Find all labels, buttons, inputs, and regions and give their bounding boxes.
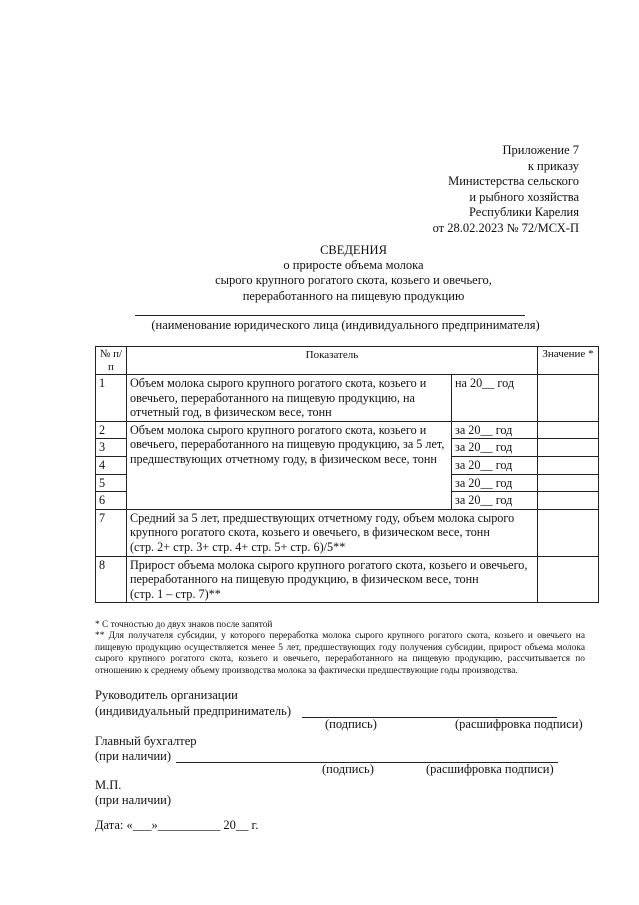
head-signature-caption: (подпись) xyxy=(325,717,377,731)
row-formula: (стр. 2+ стр. 3+ стр. 4+ стр. 5+ стр. 6)/5** xyxy=(130,539,346,554)
appendix-line: Приложение 7 xyxy=(502,143,579,157)
entity-name-caption: (наименование юридического лица (индивидуального предпринимателя) xyxy=(151,318,540,332)
date-field[interactable]: Дата: «___»__________ 20__ г. xyxy=(95,818,259,832)
entity-name-field[interactable] xyxy=(135,315,525,316)
row-indicator-cell xyxy=(127,556,538,603)
header-indicator: Показатель xyxy=(127,347,538,375)
row-value-cell[interactable] xyxy=(538,375,599,422)
table-row xyxy=(96,509,599,556)
row-formula: (стр. 1 – стр. 7)** xyxy=(130,586,221,601)
appendix-line: Министерства сельского xyxy=(448,174,579,189)
row-number: 5 xyxy=(96,474,127,492)
table-row xyxy=(96,556,599,603)
heading-title: СВЕДЕНИЯ xyxy=(320,243,387,257)
row-value-cell[interactable] xyxy=(538,556,599,603)
stamp-note: (при наличии) xyxy=(95,793,172,807)
row-number: 8 xyxy=(96,556,127,603)
row-value-cell[interactable] xyxy=(538,421,599,439)
table-header-row xyxy=(96,347,599,375)
indicators-table xyxy=(95,346,599,603)
row-period: за 20__ год xyxy=(452,492,538,510)
stamp-label: М.П. xyxy=(95,778,122,792)
row-value-cell[interactable] xyxy=(538,439,599,457)
head-decode-caption: (расшифровка подписи) xyxy=(455,717,583,731)
head-subtitle: (индивидуальный предприниматель) xyxy=(95,704,291,718)
row-number: 4 xyxy=(96,456,127,474)
row-value-cell[interactable] xyxy=(538,474,599,492)
heading-line: сырого крупного рогатого скота, козьего и овечьего, xyxy=(215,273,492,288)
table-row xyxy=(96,421,599,439)
footnotes xyxy=(95,620,585,677)
appendix-line: к приказу xyxy=(527,158,579,173)
row-indicator-text: Прирост объема молока сырого крупного рогатого скота, козьего и овечьего, переработанного на пищевую продукцию, в физическом весе, тонн xyxy=(130,557,528,587)
header-value: Значение * xyxy=(538,347,599,375)
row-period: за 20__ год xyxy=(452,421,538,439)
row-value-cell[interactable] xyxy=(538,509,599,556)
row-indicator-text: Объем молока сырого крупного рогатого скота, козьего и овечьего, переработанного на пищевую продукцию, на отчетный год, в физическом весе, тонн xyxy=(127,375,452,422)
table-row xyxy=(96,375,599,422)
appendix-reference xyxy=(433,143,579,237)
appendix-line: Республики Карелия xyxy=(468,205,579,220)
row-number: 7 xyxy=(96,509,127,556)
row-number: 3 xyxy=(96,439,127,457)
accountant-decode-caption: (расшифровка подписи) xyxy=(426,762,554,776)
accountant-title: Главный бухгалтер xyxy=(95,734,197,748)
row-indicator-cell xyxy=(127,509,538,556)
row-number: 1 xyxy=(96,375,127,422)
header-number: № п/п xyxy=(96,347,127,375)
document-heading xyxy=(0,243,639,304)
accountant-signature-caption: (подпись) xyxy=(322,762,374,776)
footnote-precision: * С точностью до двух знаков после запятой xyxy=(95,620,273,630)
row-number: 2 xyxy=(96,421,127,439)
appendix-line: и рыбного хозяйства xyxy=(469,189,579,204)
footnote-calculation: ** Для получателя субсидии, у которого переработка молока сырого крупного рогатого скота, козьего и овечьего на пищевую продукцию осуществляется менее 5 лет, предшествующих году получения субсидии, прирост объема молока сырого крупного рогатого скота, козьего и овечьего, переработанного на пищевую продукцию, рассчитывается по отношению к среднему объему производства молока за фактически предшествующие годы производства. xyxy=(95,631,585,676)
row-period: на 20__ год xyxy=(452,375,538,422)
row-number: 6 xyxy=(96,492,127,510)
heading-line: переработанного на пищевую продукцию xyxy=(242,288,465,303)
row-value-cell[interactable] xyxy=(538,492,599,510)
row-value-cell[interactable] xyxy=(538,456,599,474)
row-indicator-text: Объем молока сырого крупного рогатого скота, козьего и овечьего, переработанного на пищевую продукцию, за 5 лет, предшествующих отчетному году, в физическом весе, тонн xyxy=(127,421,452,509)
appendix-line: от 28.02.2023 № 72/МСХ-П xyxy=(432,220,579,235)
head-title: Руководитель организации xyxy=(95,688,238,702)
heading-line: о приросте объема молока xyxy=(283,258,424,273)
accountant-subtitle: (при наличии) xyxy=(95,749,172,763)
row-period: за 20__ год xyxy=(452,456,538,474)
row-period: за 20__ год xyxy=(452,474,538,492)
row-period: за 20__ год xyxy=(452,439,538,457)
row-indicator-text: Средний за 5 лет, предшествующих отчетному году, объем молока сырого крупного рогатого скота, козьего и овечьего, в физическом весе, тонн xyxy=(130,510,515,540)
